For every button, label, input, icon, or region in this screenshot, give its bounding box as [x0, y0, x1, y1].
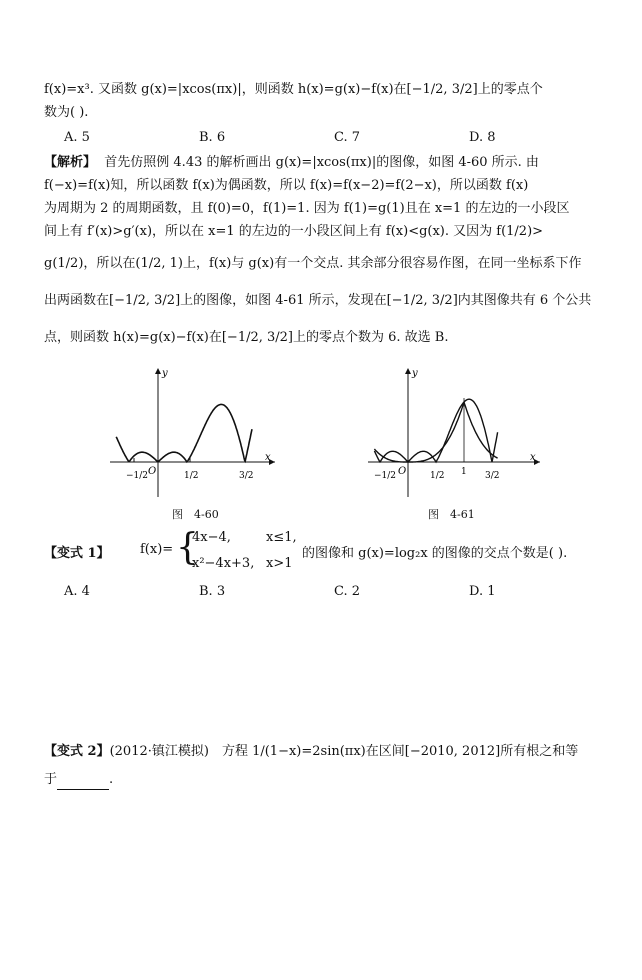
problem-line-2: 数为( ).	[44, 105, 89, 120]
variant-2-text: (2012·镇江模拟) 方程 1/(1−x)=2sin(πx)在区间[−2010, 2012]所有根之和等	[109, 744, 579, 759]
tick-label-one: 1	[461, 467, 467, 477]
y-label: y	[162, 368, 168, 379]
variant-2-prefix: 于	[44, 772, 58, 787]
caption-4-61: 图 4-61	[428, 508, 475, 521]
origin-label: O	[398, 466, 407, 477]
tick-label-neg-half: −1/2	[126, 471, 149, 481]
y-axis-arrow	[405, 368, 411, 374]
g-curve	[116, 404, 252, 462]
x-label: x	[530, 452, 536, 463]
v1-option-a: A. 4	[64, 584, 90, 599]
answer-blank[interactable]	[57, 775, 109, 790]
figure-4-60	[100, 362, 285, 502]
variant-2-line-1	[44, 742, 618, 762]
tick-label-half: 1/2	[184, 471, 199, 481]
variant-2-line-2	[44, 770, 618, 790]
solution-line-4: 间上有 f′(x)>g′(x)，所以在 x=1 的左边的一小段区间上有 f(x)<g(x). 又因为 f(1/2)>	[44, 224, 544, 239]
variant-1-func: f(x)=	[140, 542, 174, 557]
variant-2-suffix: .	[109, 772, 114, 787]
solution-line-3: 为周期为 2 的周期函数，且 f(0)=0，f(1)=1. 因为 f(1)=g(1)且在 x=1 的左边的一小段区	[44, 201, 570, 216]
figure-4-61	[360, 362, 550, 502]
x-label: x	[265, 452, 271, 463]
case-2-cond: x>1	[266, 556, 293, 571]
solution-line-7: 点，则函数 h(x)=g(x)−f(x)在[−1/2, 3/2]上的零点个数为 6. 故选 B.	[44, 330, 449, 345]
solution-text-1: 首先仿照例 4.43 的解析画出 g(x)=|xcos(πx)|的图像，如图 4-60 所示. 由	[104, 155, 539, 170]
problem-line-1: f(x)=x³. 又函数 g(x)=|xcos(πx)|，则函数 h(x)=g(x)−f(x)在[−1/2, 3/2]上的零点个	[44, 82, 543, 97]
solution-line-6: 出两函数在[−1/2, 3/2]上的图像，如图 4-61 所示，发现在[−1/2, 3/2]内其图像共有 6 个公共	[44, 293, 592, 308]
caption-4-60: 图 4-60	[172, 508, 219, 521]
solution-tag: 【解析】	[44, 155, 97, 170]
v1-option-b: B. 3	[199, 584, 226, 599]
variant-1	[44, 526, 624, 582]
case-1-expr: 4x−4,	[192, 530, 231, 545]
origin-label: O	[148, 466, 157, 477]
g-curve	[374, 399, 497, 462]
y-axis-arrow	[155, 368, 161, 374]
tick-label-half: 1/2	[430, 471, 445, 481]
solution-line-1	[44, 153, 618, 173]
option-d: D. 8	[469, 130, 496, 145]
variant-1-tag: 【变式 1】	[44, 546, 110, 561]
case-1-cond: x≤1,	[266, 530, 297, 545]
variant-1-options	[64, 584, 604, 599]
tick-label-three-half: 3/2	[485, 471, 500, 481]
y-label: y	[412, 368, 418, 379]
option-c: C. 7	[334, 130, 361, 145]
v1-option-c: C. 2	[334, 584, 361, 599]
option-a: A. 5	[64, 130, 90, 145]
v1-option-d: D. 1	[469, 584, 496, 599]
solution-line-5: g(1/2)，所以在(1/2, 1)上，f(x)与 g(x)有一个交点. 其余部分很容易作图，在同一坐标系下作	[44, 256, 582, 271]
variant-1-rest: 的图像和 g(x)=log₂x 的图像的交点个数是( ).	[302, 546, 568, 561]
option-b: B. 6	[199, 130, 226, 145]
variant-2-tag: 【变式 2】	[44, 744, 110, 759]
case-2-expr: x²−4x+3,	[192, 556, 255, 571]
problem-options	[64, 130, 604, 145]
tick-label-neg-half: −1/2	[374, 471, 397, 481]
tick-label-three-half: 3/2	[239, 471, 254, 481]
brace: {	[176, 527, 199, 568]
solution-line-2: f(−x)=f(x)知，所以函数 f(x)为偶函数，所以 f(x)=f(x−2)=f(2−x)，所以函数 f(x)	[44, 178, 529, 193]
